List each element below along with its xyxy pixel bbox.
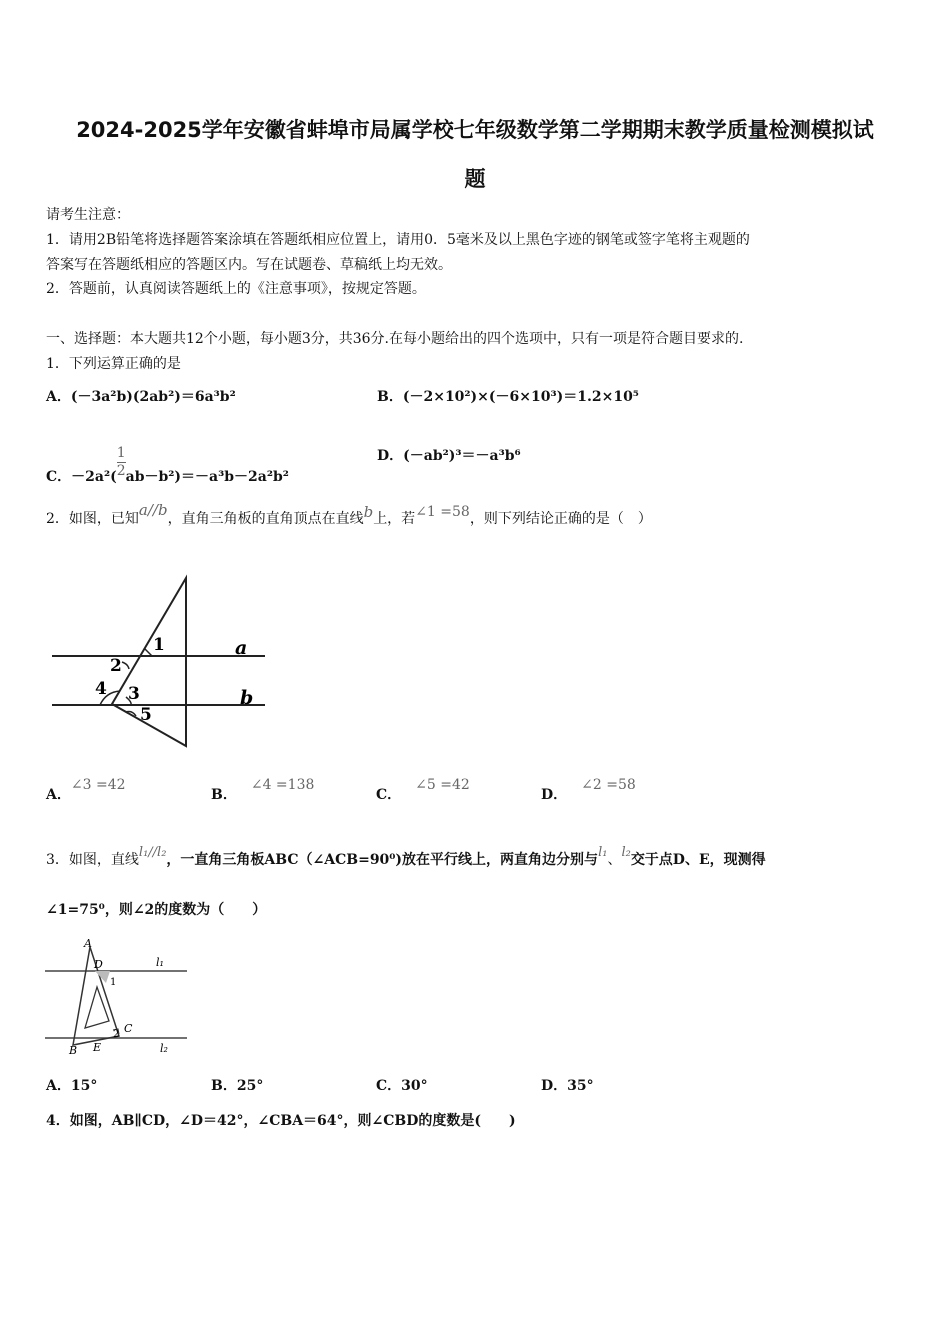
- angle-label-4: 4: [95, 679, 107, 699]
- q2-option-c-math: ∠5 =42: [415, 777, 470, 793]
- q1-option-a-text: (－3a²b)(2ab²)＝6a³b²: [70, 389, 236, 405]
- notice-heading: 请考生注意：: [46, 207, 130, 223]
- q2-option-c[interactable]: C．∠5 =42: [376, 777, 470, 803]
- q1-option-d-label: D．: [377, 448, 404, 464]
- angle-label-2: 2: [113, 1029, 120, 1040]
- math-a-parallel-b: a//b: [138, 501, 168, 519]
- math-l1-parallel-l2: l₁//l₂: [138, 845, 167, 860]
- q3-option-b[interactable]: B．25°: [211, 1078, 264, 1094]
- angle-label-2: 2: [110, 656, 122, 676]
- q1-option-b-label: B．: [377, 389, 403, 405]
- q2-option-d-math: ∠2 =58: [581, 777, 636, 793]
- fraction-one-half: $\frac{1}{2}$: [116, 445, 126, 479]
- label-l2: l₂: [160, 1042, 168, 1055]
- notice-item-1-cont: 答案写在答题纸相应的答题区内。写在试题卷、草稿纸上均无效。: [46, 257, 452, 273]
- question-3-stem: 3．如图，直线l₁//l₂，一直角三角板ABC（∠ACB=90⁰)放在平行线上，两直角边分别与l₁、l₂交于点D、E，现测得: [46, 845, 766, 868]
- q1-option-a-label: A．: [46, 389, 71, 405]
- math-angle-1: ∠1 =58: [415, 504, 470, 520]
- point-a: A: [84, 937, 92, 950]
- q2-parallel-lines-figure: [40, 570, 280, 750]
- q3-option-d[interactable]: D．35°: [541, 1078, 594, 1094]
- line-label-b: b: [240, 687, 254, 709]
- q1-option-a[interactable]: [46, 386, 236, 406]
- angle-label-1: 1: [110, 977, 117, 988]
- q1-option-c-pre: －2a²(: [71, 469, 117, 485]
- angle-label-1: 1: [153, 635, 165, 655]
- math-line-b: b: [363, 503, 374, 521]
- section-heading: 一、选择题：本大题共12个小题，每小题3分，共36分.在每小题给出的四个选项中，只有一项是符合题目要求的.: [46, 331, 744, 347]
- point-d: D: [94, 958, 103, 971]
- q2-option-a[interactable]: A．∠3 =42: [46, 777, 126, 803]
- point-c: C: [124, 1022, 133, 1035]
- question-2-stem: 2．如图，已知a//b，直角三角板的直角顶点在直线b上，若∠1 =58，则下列结论正确的是（ ）: [46, 501, 652, 527]
- question-4-stem: 4．如图，AB∥CD，∠D＝42°，∠CBA＝64°，则∠CBD的度数是( ): [46, 1113, 516, 1129]
- line-label-a: a: [235, 637, 248, 659]
- math-l1: l₁: [598, 845, 608, 860]
- q1-option-b-text: (－2×10²)×(－6×10³)＝1.2×10⁵: [402, 389, 639, 405]
- q2-option-b-math: ∠4 =138: [250, 777, 315, 793]
- q2-option-b[interactable]: B．∠4 =138: [211, 777, 315, 803]
- q1-option-c-label: C．: [46, 469, 72, 485]
- q3-triangle-figure: [40, 935, 190, 1057]
- point-e: E: [93, 1041, 102, 1054]
- notice-item-1: 1．请用2B铅笔将选择题答案涂填在答题纸相应位置上，请用0．5毫米及以上黑色字迹的钢笔或签字笔将主观题的: [46, 232, 750, 248]
- angle-label-3: 3: [128, 684, 140, 704]
- point-b: B: [69, 1044, 78, 1057]
- q1-option-c[interactable]: [46, 425, 289, 486]
- q1-option-b[interactable]: [377, 386, 639, 406]
- angle-label-5: 5: [140, 705, 152, 725]
- page-title-continued: 题: [464, 167, 486, 191]
- q1-option-c-post: ab－b²)＝－a³b－2a²b²: [125, 469, 289, 485]
- page-title: 2024-2025学年安徽省蚌埠市局属学校七年级数学第二学期期末教学质量检测模拟试: [76, 118, 874, 142]
- question-3-stem-cont: ∠1=75⁰，则∠2的度数为（ ）: [46, 902, 267, 918]
- q2-option-d[interactable]: D．∠2 =58: [541, 777, 636, 803]
- q3-option-a[interactable]: A．15°: [46, 1078, 98, 1094]
- q2-option-a-math: ∠3 =42: [70, 777, 126, 793]
- q1-option-d[interactable]: [377, 445, 521, 465]
- q3-option-c[interactable]: C．30°: [376, 1078, 428, 1094]
- notice-item-2: 2．答题前，认真阅读答题纸上的《注意事项》，按规定答题。: [46, 281, 426, 297]
- label-l1: l₁: [156, 956, 164, 969]
- q1-option-d-text: (－ab²)³＝－a³b⁶: [403, 448, 521, 464]
- math-l2: l₂: [621, 845, 631, 860]
- question-1-stem: 1．下列运算正确的是: [46, 356, 181, 372]
